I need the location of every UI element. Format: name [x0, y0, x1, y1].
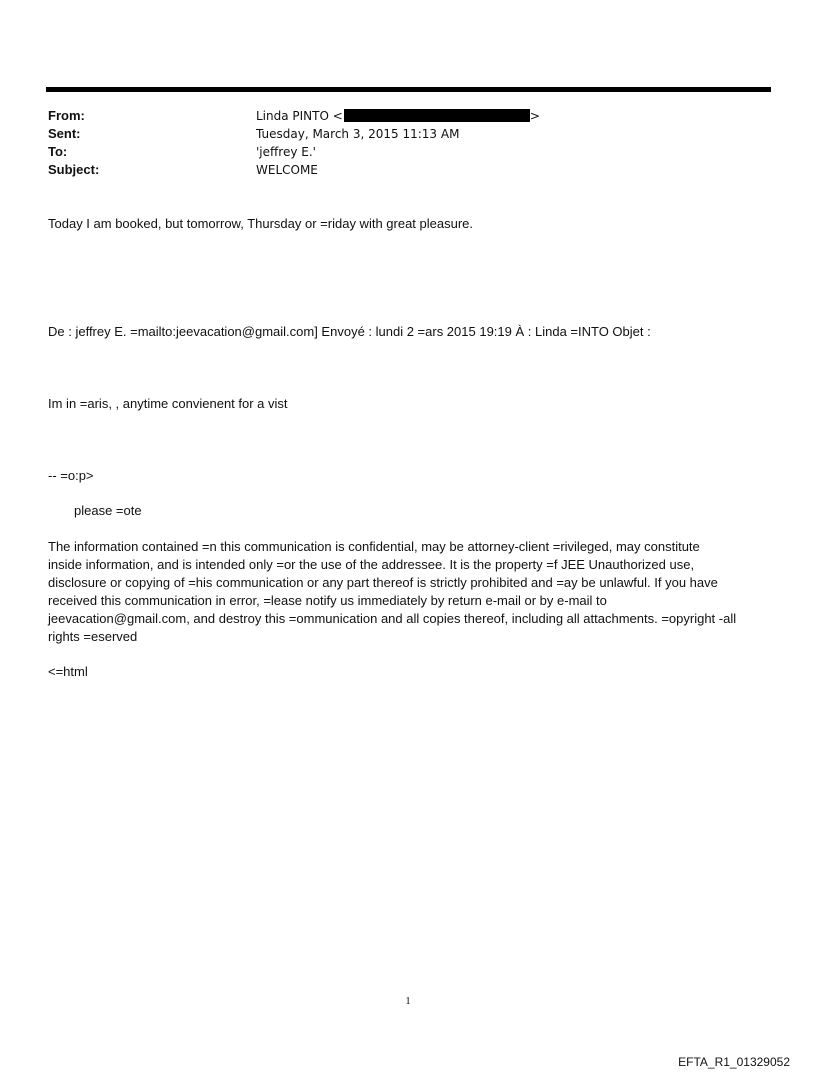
- from-value: [256, 107, 540, 125]
- please-note-text: please =ote: [74, 503, 142, 518]
- separator-text: -- =o:p>: [48, 468, 94, 483]
- reply-text: Today I am booked, but tomorrow, Thursday or =riday with great pleasure.: [48, 216, 474, 231]
- disclaimer-line: inside information, and is intended only =or the use of the addressee. It is the property =f JEE Unauthorized use,: [48, 557, 695, 572]
- subject-label: Subject:: [48, 162, 100, 177]
- disclaimer-paragraph: [48, 538, 778, 646]
- document-id: EFTA_R1_01329052: [678, 1055, 790, 1069]
- original-message: Im in =aris, , anytime convienent for a vist: [48, 396, 288, 411]
- from-label: From:: [48, 108, 85, 123]
- subject-value: WELCOME: [256, 163, 318, 177]
- sent-value: Tuesday, March 3, 2015 11:13 AM: [256, 127, 460, 141]
- from-name: Linda PINTO <: [256, 109, 343, 123]
- from-close: >: [529, 109, 540, 123]
- html-tag-text: <=html: [48, 664, 88, 679]
- header-divider: [46, 87, 771, 92]
- disclaimer-line: disclosure or copying of =his communication or any part thereof is strictly prohibited and =ay be unlawful. If you have: [48, 575, 718, 590]
- disclaimer-line: The information contained =n this communication is confidential, may be attorney-client =rivileged, may constitute: [48, 539, 700, 554]
- redaction-bar: [344, 109, 530, 122]
- quoted-header: De : jeffrey E. =mailto:jeevacation@gmail.com] Envoyé : lundi 2 =ars 2015 19:19 À : Linda =INTO Objet :: [48, 324, 651, 339]
- disclaimer-line: rights =eserved: [48, 629, 138, 644]
- page-number: 1: [405, 995, 411, 1007]
- disclaimer-line: jeevacation@gmail.com, and destroy this =ommunication and all copies thereof, including all attachments. =opyright -all: [48, 611, 737, 626]
- to-label: To:: [48, 144, 68, 159]
- sent-label: Sent:: [48, 126, 81, 141]
- disclaimer-line: received this communication in error, =lease notify us immediately by return e-mail or by e-mail to: [48, 593, 607, 608]
- to-value: 'jeffrey E.': [256, 145, 316, 159]
